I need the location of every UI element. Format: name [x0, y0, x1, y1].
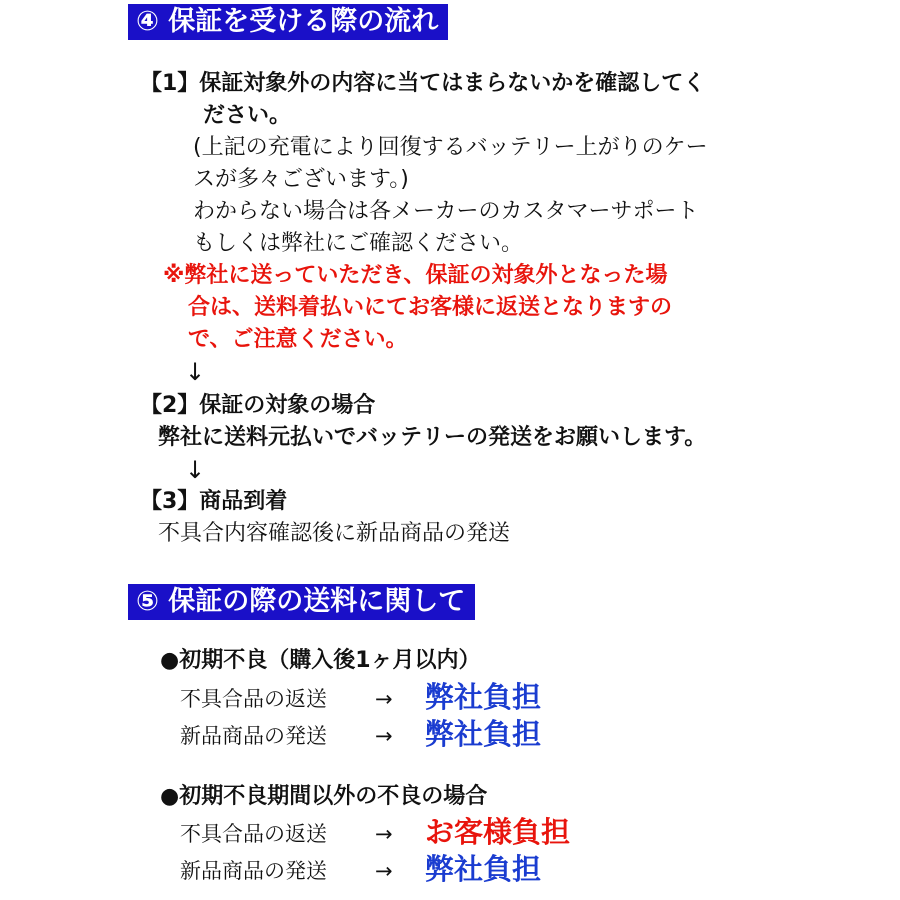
cost-bearer: 弊社負担 [425, 717, 542, 751]
cost-bearer: お客様負担 [425, 815, 571, 849]
cost-item: 新品商品の発送 [180, 724, 327, 748]
step3-body: 不具合内容確認後に新品商品の発送 [158, 521, 511, 546]
right-arrow-icon: → [375, 822, 393, 846]
down-arrow-icon: ↓ [185, 456, 206, 484]
group-heading: ●初期不良（購入後1ヶ月以内） [160, 648, 481, 673]
step2-heading: 【2】保証の対象の場合 [140, 393, 376, 418]
cost-bearer: 弊社負担 [425, 852, 542, 886]
group-heading: ●初期不良期間以外の不良の場合 [160, 784, 488, 809]
right-arrow-icon: → [375, 859, 393, 883]
right-arrow-icon: → [375, 724, 393, 748]
right-arrow-icon: → [375, 687, 393, 711]
down-arrow-icon: ↓ [185, 358, 206, 386]
cost-bearer: 弊社負担 [425, 680, 542, 714]
step1-body-line: スが多々ございます。) [193, 167, 409, 192]
cost-item: 新品商品の発送 [180, 859, 327, 883]
step1-body-line: (上記の充電により回復するバッテリー上がりのケー [193, 135, 708, 160]
step1-warning-line: で、ご注意ください。 [188, 327, 408, 352]
cost-item: 不具合品の返送 [180, 687, 327, 711]
step2-body: 弊社に送料元払いでバッテリーの発送をお願いします。 [158, 425, 707, 450]
section4-title: ④ 保証を受ける際の流れ [128, 4, 448, 40]
section5-title: ⑤ 保証の際の送料に関して [128, 584, 475, 620]
step3-heading: 【3】商品到着 [140, 489, 288, 514]
step1-body-line: わからない場合は各メーカーのカスタマーサポート [193, 199, 699, 224]
step1-heading: 【1】保証対象外の内容に当てはまらないかを確認してく [140, 71, 706, 96]
step1-body-line: もしくは弊社にご確認ください。 [193, 231, 524, 256]
step1-warning-line: 合は、送料着払いにてお客様に返送となりますの [188, 295, 673, 320]
cost-item: 不具合品の返送 [180, 822, 327, 846]
step1-warning-line: ※弊社に送っていただき、保証の対象外となった場 [163, 263, 668, 288]
step1-heading-cont: ださい。 [203, 103, 292, 128]
